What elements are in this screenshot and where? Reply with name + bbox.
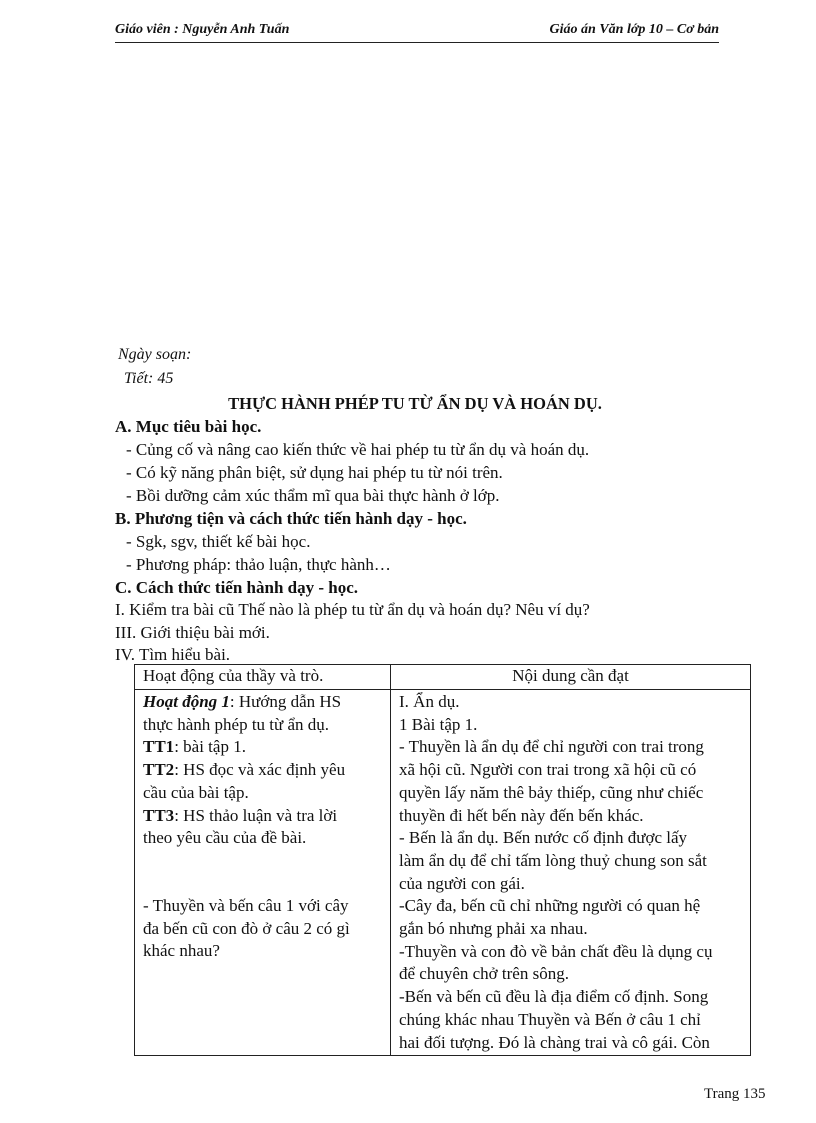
tt3-text: : HS thảo luận và tra lời — [174, 805, 338, 825]
date-label: Ngày soạn: — [118, 346, 192, 363]
content-line: - Bến là ẩn dụ. Bến nước cố định được lấy — [399, 828, 688, 848]
activity-label: Hoạt động 1 — [143, 692, 230, 711]
content-line: 1 Bài tập 1. — [399, 714, 478, 734]
section-b-item: - Sgk, sgv, thiết kế bài học. — [126, 532, 311, 551]
header-course: Giáo án Văn lớp 10 – Cơ bản — [549, 22, 719, 37]
header-teacher: Giáo viên : Nguyễn Anh Tuấn — [115, 22, 290, 37]
question-text: - Thuyền và bến câu 1 với cây — [143, 895, 349, 915]
content-line: gắn bó nhưng phải xa nhau. — [399, 919, 588, 939]
page-title: THỰC HÀNH PHÉP TU TỪ ẨN DỤ VÀ HOÁN DỤ. — [228, 394, 602, 413]
activity-text: thực hành phép tu từ ẩn dụ. — [143, 714, 330, 734]
content-line: -Bến và bến cũ đều là địa điểm cố định. Song — [399, 987, 709, 1007]
content-line: của người con gái. — [399, 873, 525, 893]
section-c-item: I. Kiểm tra bài cũ Thế nào là phép tu từ ẩn dụ và hoán dụ? Nêu ví dụ? — [115, 600, 590, 619]
section-a-item: - Có kỹ năng phân biệt, sử dụng hai phép tu từ nói trên. — [126, 463, 503, 482]
tt2-text: cầu của bài tập. — [143, 782, 249, 802]
content-line: - Thuyền là ẩn dụ để chỉ người con trai trong — [399, 737, 704, 757]
table-header-content: Nội dung cần đạt — [391, 665, 751, 690]
content-line: để chuyên chở trên sông. — [399, 964, 569, 984]
tt3-label: TT3 — [143, 805, 175, 825]
page-header — [115, 22, 719, 43]
content-line: chúng khác nhau Thuyền và Bến ở câu 1 chỉ — [399, 1009, 701, 1029]
table-header-row — [135, 665, 751, 690]
tt1-text: : bài tập 1. — [174, 737, 246, 757]
section-b-heading: B. Phương tiện và cách thức tiến hành dạy - học. — [115, 509, 467, 528]
content-line: thuyền đi hết bến này đến bến khác. — [399, 805, 644, 825]
content-line: quyền lấy năm thê bảy thiếp, cũng như chiếc — [399, 782, 704, 802]
tt1-label: TT1 — [143, 737, 175, 757]
section-b-item: - Phương pháp: thảo luận, thực hành… — [126, 555, 391, 574]
question-text: khác nhau? — [143, 941, 220, 961]
content-line: I. Ẩn dụ. — [399, 692, 460, 711]
content-line: hai đối tượng. Đó là chàng trai và cô gái. Còn — [399, 1032, 710, 1052]
content-cell — [391, 690, 751, 1056]
content-line: làm ẩn dụ để chỉ tấm lòng thuỷ chung son sắt — [399, 850, 707, 870]
question-text: đa bến cũ con đò ở câu 2 có gì — [143, 918, 350, 938]
page-number: Trang 135 — [704, 1086, 766, 1102]
section-c-item: III. Giới thiệu bài mới. — [115, 623, 270, 642]
lesson-table — [134, 664, 751, 1056]
section-c-heading: C. Cách thức tiến hành dạy - học. — [115, 578, 359, 597]
content-line: -Cây đa, bến cũ chỉ những người có quan hệ — [399, 896, 701, 916]
tt2-text: : HS đọc và xác định yêu — [174, 760, 346, 780]
tt3-text: theo yêu cầu của đề bài. — [143, 828, 307, 848]
section-a-item: - Bồi dưỡng cảm xúc thẩm mĩ qua bài thực hành ở lớp. — [126, 486, 500, 505]
section-c-item: IV. Tìm hiểu bài. — [115, 645, 231, 664]
content-line: xã hội cũ. Người con trai trong xã hội cũ có — [399, 760, 697, 780]
tt2-label: TT2 — [143, 760, 175, 780]
table-row — [135, 690, 751, 1056]
section-a-item: - Củng cố và nâng cao kiến thức về hai phép tu từ ẩn dụ và hoán dụ. — [126, 440, 590, 459]
content-line: -Thuyền và con đò về bản chất đều là dụng cụ — [399, 941, 713, 961]
table-header-activities: Hoạt động của thầy và trò. — [135, 665, 391, 690]
section-a-heading: A. Mục tiêu bài học. — [115, 417, 262, 436]
period-label: Tiết: 45 — [124, 370, 174, 387]
activities-cell — [135, 690, 391, 1056]
activity-text: : Hướng dẫn HS — [229, 692, 342, 711]
